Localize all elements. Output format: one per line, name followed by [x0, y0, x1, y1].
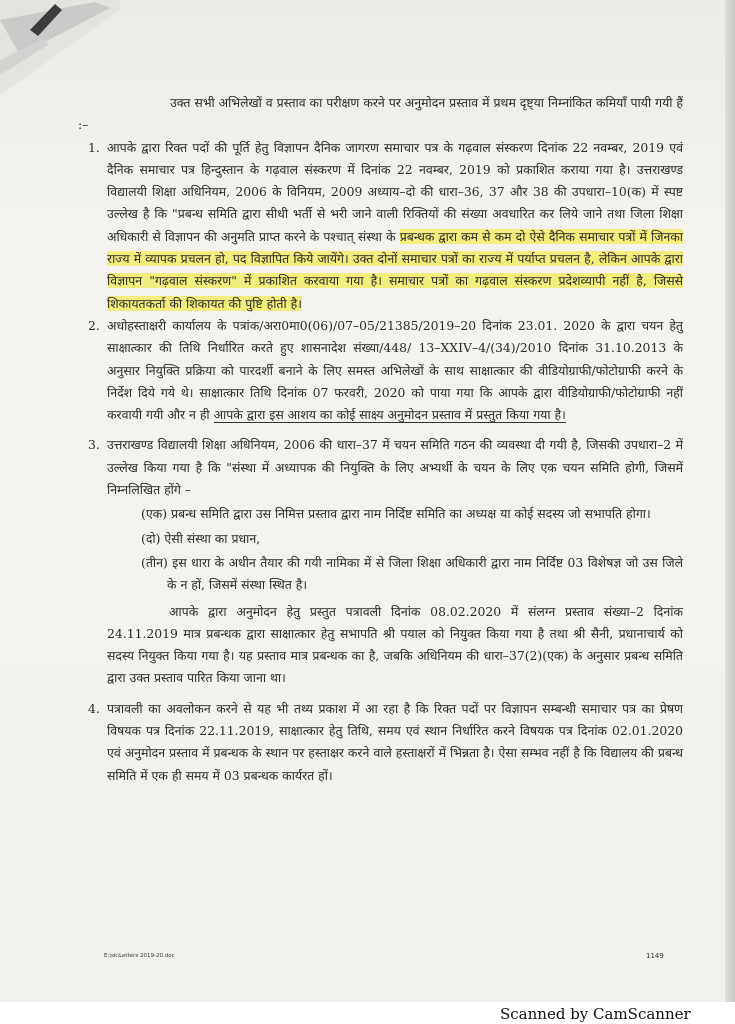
point-text: उत्तराखण्ड विद्यालयी शिक्षा अधिनियम, 2006 की धारा–37 में चयन समिति गठन की व्यवस्था दी गयी है, जिसकी उपधारा–2 में उल्लेख किया गया है कि "संस्था में अध्यापक की नियुक्ति के लिए अभ्यर्थी के चयन के लिए एक चयन समिति होगी, जिसमें निम्नलिखित होंगे – [107, 437, 683, 498]
point-1 [78, 137, 683, 315]
underlined-text: आपके द्वारा इस आशय का कोई साक्ष्य अनुमोदन प्रस्ताव में प्रस्तुत किया गया है। [213, 407, 566, 423]
point-3-continuation: आपके द्वारा अनुमोदन हेतु प्रस्तुत पत्रावली दिनांक 08.02.2020 में संलग्न प्रस्ताव संख्या–2 दिनांक 24.11.2019 मात्र प्रबन्धक द्वारा साक्षात्कार हेतु सभापति श्री पयाल को नियुक्त किया गया है तथा श्री सैनी, प्रधानाचार्य को सदस्य नियुक्त किया गया है। यह प्रस्ताव मात्र प्रबन्धक का है, जबकि अधिनियम की धारा–37(2)(एक) के अनुसार प्रबन्ध समिति द्वारा उक्त प्रस्ताव पारित किया जाना था। [107, 603, 683, 686]
highlighted-text: प्रबन्धक द्वारा कम से कम दो ऐसे दैनिक समाचार पत्रों में जिनका राज्य में व्यापक प्रचलन हो, पद विज्ञापित किये जायेंगे। उक्त दोनों समाचार पत्रों का राज्य में पर्याप्त प्रचलन है, लेकिन आपके द्वारा विज्ञापन "गढ़वाल संस्करण" में प्रकाशित करवाया गया है। समाचार पत्रों का गढ़वाल संस्करण प्रदेशव्यापी नहीं है, जिससे शिकायतकर्ता की शिकायत की पुष्टि होती है। [107, 228, 683, 311]
letter-body [78, 92, 683, 787]
point-text: अधोहस्ताक्षरी कार्यालय के पत्रांक/अरा0मा0(06)/07–05/21385/2019–20 दिनांक 23.01. 2020 के द्वारा चयन हेतु साक्षात्कार की तिथि निर्धारित करते हुए शासनादेश संख्या/448/ 13–XXIV–4/(34)/2010 दिनांक 31.10.2013 के अनुसार नियुक्ति प्रक्रिया को पारदर्शी बनाने के लिए समस्त अभिलेखों के साथ साक्षात्कार की वीडियोग्राफी/फोटोग्राफी करने के निर्देश दिये गये थे। साक्षात्कार तिथि दिनांक 07 फरवरी, 2020 को पाया गया कि आपके द्वारा वीडियोग्राफी/फोटोग्राफी नहीं करवायी गयी और न ही [107, 317, 683, 423]
point-text: पत्रावली का अवलोकन करने से यह भी तथ्य प्रकाश में आ रहा है कि रिक्त पदों पर विज्ञापन सम्बन्धी समाचार पत्र का प्रेषण विषयक पत्र दिनांक 22.11.2019, साक्षात्कार हेतु तिथि, समय एवं स्थान निर्धारित करने विषयक पत्र दिनांक 02.01.2020 एवं अनुमोदन प्रस्ताव में प्रबन्धक के स्थान पर हस्ताक्षर करने वाले हस्ताक्षरों में भिन्नता है। ऐसा सम्भव नहीं है कि विद्यालय की प्रबन्ध समिति में एक ही समय में 03 प्रबन्धक कार्यरत हों। [107, 700, 683, 783]
scan-edge-strip [725, 0, 735, 1024]
point-3 [78, 434, 683, 501]
point-number: 1. [88, 139, 100, 155]
sub-clause-3: (तीन) इस धारा के अधीन तैयार की गयी नामिका में से जिला शिक्षा अधिकारी द्वारा नाम निर्दिष्ट 03 विशेषज्ञ जो उस जिले के न हों, जिसमें संस्था स्थित है। [141, 554, 683, 593]
point-text: आपके द्वारा रिक्त पदों की पूर्ति हेतु विज्ञापन दैनिक जागरण समाचार पत्र के गढ़वाल संस्करण दिनांक 22 नवम्बर, 2019 एवं दैनिक समाचार पत्र हिन्दुस्तान के गढ़वाल संस्करण में दिनांक 22 नवम्बर, 2019 को प्रकाशित कराया गया है। उत्तराखण्ड विद्यालयी शिक्षा अधिनियम, 2006 के विनियम, 2009 अध्याय–दो की धारा–36, 37 और 38 की उपधारा–10(क) में स्पष्ट उल्लेख है कि "प्रबन्ध समिति द्वारा सीधी भर्ती से भरी जाने वाली रिक्तियों की संख्या अवधारित कर लिये जाने तथा जिला शिक्षा अधिकारी से विज्ञापन की अनुमति प्राप्त करने के पश्चात् संस्था के [107, 139, 683, 244]
point-2 [78, 315, 683, 426]
footer-file-path: E:\sk\Letters 2019-20.doc [104, 953, 175, 959]
point-number: 3. [88, 437, 100, 453]
corner-fold-mark-icon [0, 0, 120, 95]
sub-clause-1: (एक) प्रबन्ध समिति द्वारा उस निमित्त प्रस्ताव द्वारा नाम निर्दिष्ट समिति का अध्यक्ष या कोई सदस्य जो सभापति होगा। [141, 506, 651, 522]
intro-paragraph: उक्त सभी अभिलेखों व प्रस्ताव का परीक्षण करने पर अनुमोदन प्रस्ताव में प्रथम दृष्ट्या निम्नांकित कमियाँ पायी गयी हैं :– [78, 95, 683, 133]
scanner-watermark: Scanned by CamScanner [500, 1005, 691, 1023]
point-number: 4. [88, 700, 100, 716]
sub-clause-2: (दो) ऐसी संस्था का प्रधान, [141, 530, 261, 546]
page-number: 1149 [646, 952, 664, 960]
point-number: 2. [88, 317, 100, 333]
point-4 [78, 698, 683, 787]
